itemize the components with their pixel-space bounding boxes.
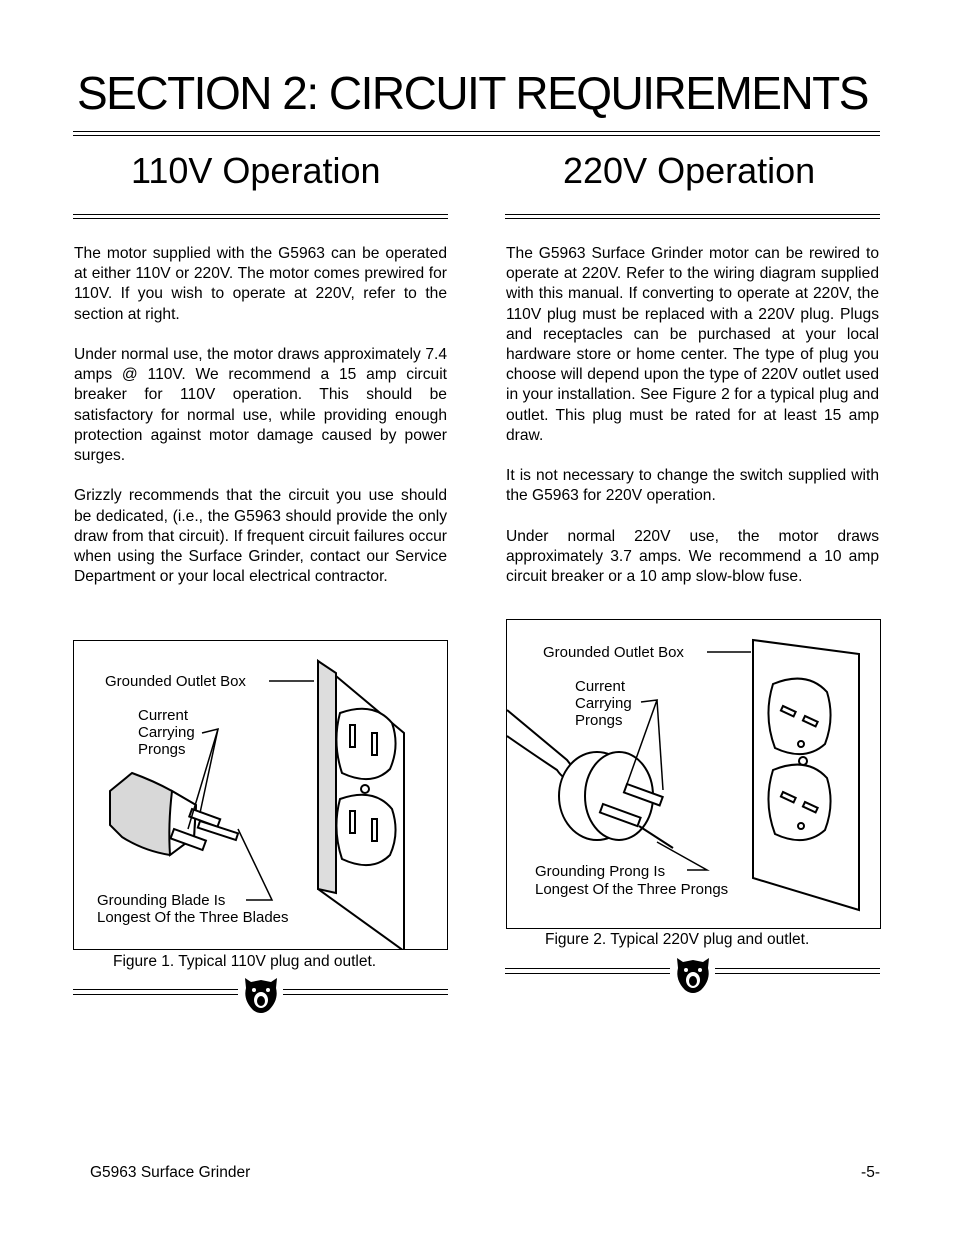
paragraph: Under normal use, the motor draws approximately 7.4 amps @ 110V. We recommend a 15 amp circuit breaker for 110V operation. This should be satisfactory for normal use, while providing enough protection against motor damage caused by power surges. (74, 346, 447, 465)
label-grounded-outlet-box: Grounded Outlet Box (543, 644, 684, 661)
figure-220v (506, 619, 881, 929)
paragraph: Under normal 220V use, the motor draws approximately 3.7 amps. We recommend a 10 amp circuit breaker or a 10 amp slow-blow fuse. (506, 527, 879, 586)
plug-outlet-220v-illustration (507, 620, 880, 928)
paragraph: It is not necessary to change the switch supplied with the G5963 for 220V operation. (506, 467, 879, 505)
label-longest-blades: Longest Of the Three Blades (97, 909, 289, 926)
footer-product-name: G5963 Surface Grinder (90, 1164, 251, 1181)
figure-2-caption: Figure 2. Typical 220V plug and outlet. (545, 931, 810, 948)
left-column-text (74, 244, 447, 587)
heading-220v-rule (505, 214, 880, 219)
label-carrying: Carrying (138, 724, 195, 741)
heading-110v-rule (73, 214, 448, 219)
figure-1-caption: Figure 1. Typical 110V plug and outlet. (113, 953, 377, 970)
label-prongs: Prongs (138, 741, 186, 758)
label-longest-prongs: Longest Of the Three Prongs (535, 881, 729, 898)
footer-page-number: -5- (861, 1164, 880, 1181)
outlet-plate (753, 640, 859, 910)
label-grounded-outlet-box: Grounded Outlet Box (105, 673, 246, 690)
divider-right-b (715, 968, 880, 974)
section-title: SECTION 2: CIRCUIT REQUIREMENTS (77, 67, 868, 119)
label-prongs: Prongs (575, 712, 623, 729)
paragraph: Grizzly recommends that the circuit you use should be dedicated, (i.e., the G5963 should provide the only draw from that circuit). If frequent circuit failures occur when using the Surface Grinder, contact our Service Department or your local electrical contractor. (74, 487, 447, 586)
label-current: Current (575, 678, 626, 695)
grizzly-bear-logo-icon (241, 974, 281, 1016)
label-grounding-prong: Grounding Prong Is (535, 863, 666, 880)
outlet-plate (318, 661, 404, 949)
paragraph: The motor supplied with the G5963 can be operated at either 110V or 220V. The motor comes prewired for 110V. If you wish to operate at 220V, refer to the section at right. (74, 245, 447, 323)
paragraph: The G5963 Surface Grinder motor can be rewired to operate at 220V. Refer to the wiring diagram supplied with this manual. If converting to operate at 220V, the 110V plug must be replaced with a 220V plug. Plugs and receptacles can be purchased at your local hardware store or home center. The type of plug you choose will depend upon the type of 220V outlet used in your installation. See Figure 2 for a typical plug and outlet. This plug must be rated for at least 15 amp draw. (506, 245, 879, 444)
label-current: Current (138, 707, 189, 724)
heading-110v: 110V Operation (131, 150, 381, 191)
label-carrying: Carrying (575, 695, 632, 712)
divider-right-a (505, 968, 670, 974)
plug-110v (110, 773, 238, 855)
right-column-text (506, 244, 879, 587)
grizzly-bear-logo-icon (673, 954, 713, 996)
figure-110v (73, 640, 448, 950)
plug-outlet-110v-illustration (74, 641, 447, 949)
title-rule (73, 131, 880, 136)
heading-220v: 220V Operation (563, 150, 816, 191)
label-grounding-blade: Grounding Blade Is (97, 892, 226, 909)
divider-left-a (73, 989, 238, 995)
divider-left-b (283, 989, 448, 995)
plug-220v (507, 710, 673, 848)
